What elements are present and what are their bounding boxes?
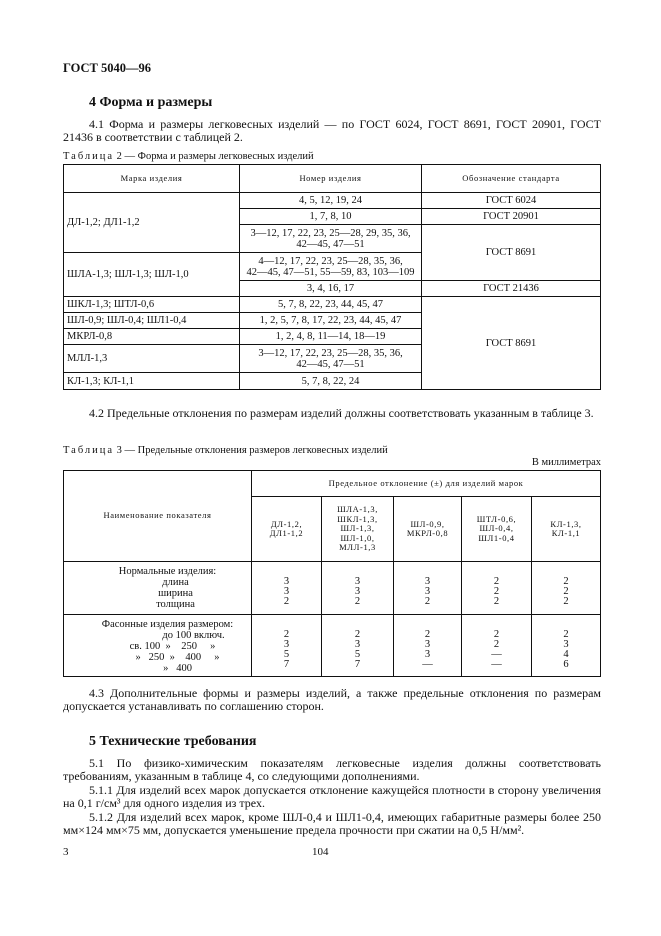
shaped-values-col3: [394, 615, 462, 677]
table-2-brand-mll: МЛЛ-1,3: [64, 345, 240, 373]
header-line: МЛЛ-1,3: [339, 542, 376, 553]
table-2: [63, 164, 601, 390]
value: 3: [354, 576, 361, 587]
table-2-number-line: 3—12, 17, 22, 23, 25—28, 35, 36,: [258, 347, 403, 359]
header-line: КЛ-1,1: [551, 528, 581, 538]
table-2-number-cell: 1, 2, 5, 7, 8, 17, 22, 23, 44, 45, 47: [240, 313, 422, 329]
shaped-title: Фасонные изделия размером:: [101, 619, 234, 630]
table-2-brand-shkl: ШКЛ-1,3; ШТЛ-0,6: [64, 297, 240, 313]
page-number-center: 104: [312, 846, 329, 858]
shaped-values-col4: [462, 615, 532, 677]
table-2-number-cell: [240, 225, 422, 253]
value: 2: [493, 629, 500, 640]
table-3-normal-label: [64, 562, 252, 615]
table-2-number-cell: 5, 7, 8, 22, 24: [240, 373, 422, 390]
value: 2: [563, 629, 569, 640]
header-line: ШЛ1-0,4: [478, 532, 515, 543]
table-2-header-standard: Обозначение стандарта: [422, 165, 601, 193]
table-2-brand-shl: ШЛ-0,9; ШЛ-0,4; ШЛ1-0,4: [64, 313, 240, 329]
table-2-standard-cell: ГОСТ 21436: [422, 281, 601, 297]
paragraph-4-1: 4.1 Форма и размеры легковесных изделий — по ГОСТ 6024, ГОСТ 8691, ГОСТ 20901, ГОСТ 21436 в соответствии с таблицей 2.: [63, 117, 601, 144]
document-code: ГОСТ 5040—96: [63, 61, 152, 75]
table-2-number-cell: [240, 345, 422, 373]
value: 3: [424, 586, 431, 597]
value: 2: [563, 586, 569, 597]
header-line: МКРЛ-0,8: [406, 528, 449, 538]
shaped-row: св. 100 » 250 »: [129, 641, 216, 652]
table-2-number-cell: 5, 7, 8, 22, 23, 44, 45, 47: [240, 297, 422, 313]
table-2-header-brand: Марка изделия: [64, 165, 240, 193]
table-2-brand-dl: ДЛ-1,2; ДЛ1-1,2: [64, 193, 240, 253]
value: 2: [493, 576, 500, 587]
table-2-standard-cell: ГОСТ 6024: [422, 193, 601, 209]
normal-values-col2: [322, 562, 394, 615]
table-2-number-cell: 3, 4, 16, 17: [240, 281, 422, 297]
table-3-header-shla: [322, 497, 394, 562]
value: 2: [563, 576, 569, 587]
value: 3: [563, 639, 569, 650]
table-2-number-line: 42—45, 47—51: [296, 238, 365, 250]
paragraph-5-1-1: 5.1.1 Для изделий всех марок допускается отклонение кажущейся плотности в сторону увеличения на 0,1 г/см³ для одного изделия из трех.: [63, 783, 601, 810]
table-2-standard-cell: ГОСТ 8691: [422, 225, 601, 281]
normal-row: толщина: [156, 599, 195, 610]
value: 5: [283, 649, 290, 660]
table-2-brand-shla: ШЛА-1,3; ШЛ-1,3; ШЛ-1,0: [64, 253, 240, 297]
normal-row: ширина: [158, 588, 193, 599]
table-2-standard-cell: ГОСТ 20901: [422, 209, 601, 225]
value: 3: [354, 639, 361, 650]
section-4-title: 4 Форма и размеры: [89, 95, 213, 110]
table-2-number-line: 4—12, 17, 22, 23, 25—28, 35, 36,: [258, 255, 403, 267]
shaped-values-col1: [252, 615, 322, 677]
header-line: ДЛ-1,2,: [270, 518, 303, 529]
value: 5: [354, 649, 361, 660]
normal-values-col3: [394, 562, 462, 615]
table-3: [63, 470, 601, 677]
value: 2: [493, 639, 500, 650]
value: 3: [283, 576, 290, 587]
value: 2: [354, 596, 361, 607]
table-2-number-line: 3—12, 17, 22, 23, 25—28, 29, 35, 36,: [250, 227, 411, 239]
value: 3: [424, 649, 431, 660]
table-3-caption-text: 3 — Предельные отклонения размеров легковесных изделий: [116, 445, 388, 456]
table-2-number-cell: 1, 7, 8, 10: [240, 209, 422, 225]
table-2-number-cell: 4, 5, 12, 19, 24: [240, 193, 422, 209]
value: 3: [424, 639, 431, 650]
value: 2: [283, 596, 290, 607]
shaped-row: до 100 включ.: [162, 630, 225, 641]
table-3-caption-word: Таблица: [63, 445, 115, 456]
value: 6: [563, 659, 569, 670]
table-2-header-number: Номер изделия: [240, 165, 422, 193]
value: 7: [283, 659, 290, 670]
value: —: [491, 649, 502, 660]
header-line: ШЛА-1,3,: [337, 504, 378, 515]
shaped-row: » 400: [163, 663, 192, 674]
table-3-shaped-label: [64, 615, 252, 677]
value: —: [422, 659, 433, 670]
shaped-row: » 250 » 400 »: [135, 652, 220, 663]
table-3-header-kl: [532, 497, 601, 562]
page-number-left: 3: [63, 846, 69, 858]
header-line: ШЛ-1,0,: [340, 532, 375, 543]
value: 3: [354, 586, 361, 597]
paragraph-5-1-2: 5.1.2 Для изделий всех марок, кроме ШЛ-0,4 и ШЛ1-0,4, имеющих габаритные размеры более 250 мм×124 мм×75 мм, допускается уменьшение предела прочности при сжатии на 0,5 Н/мм².: [63, 810, 601, 837]
table-3-header-indicator: Наименование показателя: [64, 471, 252, 562]
header-line: ШТЛ-0,6,: [476, 513, 517, 524]
table-2-caption-word: Таблица: [63, 151, 115, 162]
normal-values-col5: [532, 562, 601, 615]
value: 2: [563, 596, 569, 607]
header-line: ДЛ1-1,2: [269, 528, 304, 538]
value: 3: [283, 639, 290, 650]
normal-row: длина: [162, 577, 189, 588]
normal-values-col1: [252, 562, 322, 615]
table-2-brand-kl: КЛ-1,3; КЛ-1,1: [64, 373, 240, 390]
value: 4: [563, 649, 569, 660]
table-3-units: В миллиметрах: [531, 457, 601, 468]
table-2-number-cell: [240, 253, 422, 281]
value: 2: [283, 629, 290, 640]
paragraph-4-3: 4.3 Дополнительные формы и размеры изделий, а также предельные отклонения по размерам допускается устанавливать по соглашению сторон.: [63, 686, 601, 713]
table-3-header-shtl: [462, 497, 532, 562]
value: 2: [424, 596, 431, 607]
table-2-caption: [63, 151, 314, 162]
table-2-number-line: 42—45, 47—51, 55—59, 83, 103—109: [246, 266, 415, 278]
value: 2: [424, 629, 431, 640]
header-line: КЛ-1,3,: [550, 518, 582, 529]
value: —: [491, 659, 502, 670]
value: 2: [493, 586, 500, 597]
table-3-caption: [63, 445, 388, 456]
normal-values-col4: [462, 562, 532, 615]
shaped-values-col2: [322, 615, 394, 677]
normal-title: Нормальные изделия:: [118, 566, 217, 577]
value: 3: [283, 586, 290, 597]
header-line: ШЛ-0,9,: [410, 518, 445, 529]
table-2-brand-mkrl: МКРЛ-0,8: [64, 329, 240, 345]
header-line: ШЛ-0,4,: [479, 523, 514, 534]
shaped-values-col5: [532, 615, 601, 677]
paragraph-5-1: 5.1 По физико-химическим показателям легковесные изделия должны соответствовать требованиям, указанным в таблице 4, со следующими дополнениями.: [63, 756, 601, 783]
table-3-header-shl09: [394, 497, 462, 562]
section-5-title: 5 Технические требования: [89, 734, 257, 749]
table-3-header-group: Предельное отклонение (±) для изделий марок: [252, 471, 601, 497]
header-line: ШЛ-1,3,: [340, 523, 375, 534]
table-3-header-dl: [252, 497, 322, 562]
paragraph-4-2: 4.2 Предельные отклонения по размерам изделий должны соответствовать указанным в таблице 3.: [89, 406, 594, 420]
table-2-caption-text: 2 — Форма и размеры легковесных изделий: [116, 151, 314, 162]
table-2-standard-cell: ГОСТ 8691: [422, 297, 601, 390]
header-line: ШКЛ-1,3,: [337, 513, 378, 524]
value: 3: [424, 576, 431, 587]
table-2-number-line: 42—45, 47—51: [296, 358, 365, 370]
value: 7: [354, 659, 361, 670]
value: 2: [493, 596, 500, 607]
table-2-number-cell: 1, 2, 4, 8, 11—14, 18—19: [240, 329, 422, 345]
value: 2: [354, 629, 361, 640]
